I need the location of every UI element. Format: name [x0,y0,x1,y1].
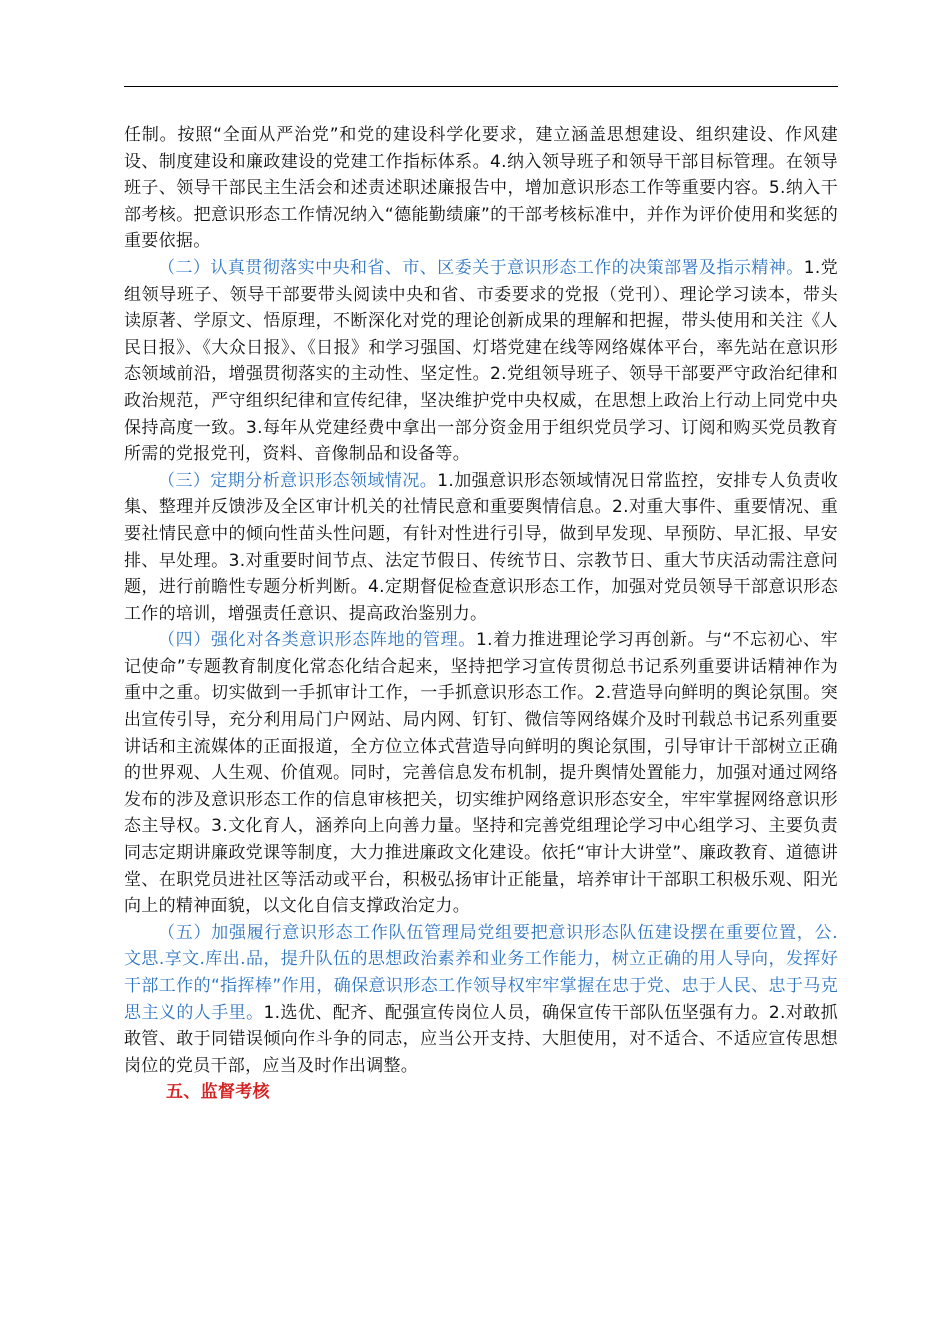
paragraph-heading: （四）强化对各类意识形态阵地的管理。 [158,630,477,651]
paragraph-body: 1.加强意识形态领域情况日常监控，安排专人负责收集、整理并反馈涉及全区审计机关的社情民意和重要舆情信息。2.对重大事件、重要情况、重要社情民意中的倾向性苗头性问题，有针对性进行引导，做到早发现、早预防、早汇报、早安排、早处理。3.对重要时间节点、法定节假日、传统节日、宗教节日、重大节庆活动需注意问题，进行前瞻性专题分析判断。4.定期督促检查意识形态工作，加强对党员领导干部意识形态工作的培训，增强责任意识、提高政治鉴别力。 [124,470,838,624]
paragraph-heading: （二）认真贯彻落实中央和省、市、区委关于意识形态工作的决策部署及指示精神。 [158,257,804,278]
paragraph-body: 1.选优、配齐、配强宣传岗位人员，确保宣传干部队伍坚强有力。2.对敢抓敢管、敢于同错误倾向作斗争的同志，应当公开支持、大胆使用，对不适合、不适应宣传思想岗位的党员干部，应当及时作出调整。 [124,1002,838,1076]
header-rule [124,86,838,87]
paragraph-continuation [124,122,838,255]
document-body [124,122,838,1106]
paragraph-body: 1.着力推进理论学习再创新。与“不忘初心、牢记使命”专题教育制度化常态化结合起来，坚持把学习宣传贯彻总书记系列重要讲话精神作为重中之重。切实做到一手抓审计工作，一手抓意识形态工作。2.营造导向鲜明的舆论氛围。突出宣传引导，充分利用局门户网站、局内网、钉钉、微信等网络媒介及时刊载总书记系列重要讲话和主流媒体的正面报道，全方位立体式营造导向鲜明的舆论氛围，引导审计干部树立正确的世界观、人生观、价值观。同时，完善信息发布机制，提升舆情处置能力，加强对通过网络发布的涉及意识形态工作的信息审核把关，切实维护网络意识形态安全，牢牢掌握网络意识形态主导权。3.文化育人，涵养向上向善力量。坚持和完善党组理论学习中心组学习、主要负责同志定期讲廉政党课等制度，大力推进廉政文化建设。依托“审计大讲堂”、廉政教育、道德讲堂、在职党员进社区等活动或平台，积极弘扬审计正能量，培养审计干部职工积极乐观、阳光向上的精神面貌，以文化自信支撑政治定力。 [124,630,838,917]
paragraph-heading: （三）定期分析意识形态领域情况。 [158,470,438,491]
paragraph-section-3 [124,468,838,628]
section-heading: 五、监督考核 [166,1082,270,1103]
paragraph-section-4 [124,627,838,920]
paragraph-body: 1.党组领导班子、领导干部要带头阅读中央和省、市委要求的党报（党刊）、理论学习读本，带头读原著、学原文、悟原理，不断深化对党的理论创新成果的理解和把握，带头使用和关注《人民日报》、《大众日报》、《日报》和学习强国、灯塔党建在线等网络媒体平台，率先站在意识形态领域前沿，增强贯彻落实的主动性、坚定性。2.党组领导班子、领导干部要严守政治纪律和政治规范，严守组织纪律和宣传纪律，坚决维护党中央权威，在思想上政治上行动上同党中央保持高度一致。3.每年从党建经费中拿出一部分资金用于组织党员学习、订阅和购买党员教育所需的党报党刊，资料、音像制品和设备等。 [124,257,838,465]
paragraph-section-5 [124,920,838,1080]
paragraph-body: 任制。按照“全面从严治党”和党的建设科学化要求，建立涵盖思想建设、组织建设、作风建设、制度建设和廉政建设的党建工作指标体系。4.纳入领导班子和领导干部目标管理。在领导班子、领导干部民主生活会和述责述职述廉报告中，增加意识形态工作等重要内容。5.纳入干部考核。把意识形态工作情况纳入“德能勤绩廉”的干部考核标准中，并作为评价使用和奖惩的重要依据。 [124,125,838,252]
paragraph-section-2 [124,255,838,468]
paragraph-heading: （五）加强履行意识形态工作队伍管理局党组要把意识形态队伍建设摆在重要位置，公.文思.享文.库出.品，提升队伍的思想政治素养和业务工作能力，树立正确的用人导向，发挥好干部工作的“指挥棒”作用，确保意识形态工作领导权牢牢掌握在忠于党、忠于人民、忠于马克思主义的人手里。 [124,922,838,1023]
